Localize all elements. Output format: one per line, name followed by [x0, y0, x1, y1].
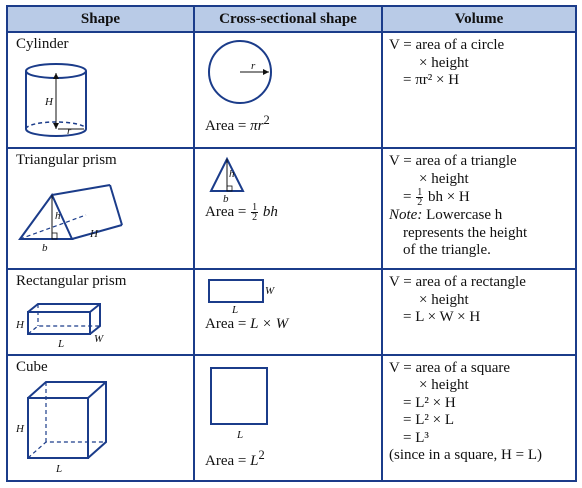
header-shape: Shape — [7, 6, 194, 32]
header-cross-section: Cross-sectional shape — [194, 6, 382, 32]
prism-H-label: H — [16, 319, 24, 332]
volume-line: = πr² × H — [403, 72, 460, 88]
volume-note: of the triangle. — [403, 242, 491, 259]
volume-line: × height — [419, 170, 469, 187]
area-formula: Area = L × W — [205, 316, 289, 333]
volume-line: V = area of a rectangle — [389, 274, 526, 291]
volume-cell — [382, 355, 576, 481]
cross-section-cell — [194, 355, 382, 481]
shape-name: Rectangular prism — [16, 273, 127, 290]
shape-name: Cylinder — [16, 36, 69, 52]
table-row — [7, 32, 576, 148]
volume-line: = L³ — [403, 429, 429, 446]
volume-cell — [382, 269, 576, 355]
shape-name: Cube — [16, 358, 48, 375]
tri-b-label: b — [42, 242, 48, 255]
volume-cell — [382, 32, 576, 148]
rectangle-icon — [207, 278, 287, 314]
volume-line: = $\frac{1}{2}$ bh × H — [403, 187, 470, 209]
volume-note: represents the height — [403, 224, 528, 241]
table-row — [7, 269, 576, 355]
radius-label: r — [251, 60, 256, 72]
volume-note: (since in a square, H = L) — [389, 447, 542, 464]
table-row — [7, 355, 576, 481]
tri-h-label: h — [229, 168, 235, 181]
volume-line: V = area of a triangle — [389, 153, 517, 170]
cube-icon — [12, 376, 122, 476]
shape-name: Triangular prism — [16, 152, 117, 169]
volume-line: = L² × H — [403, 394, 456, 411]
volume-note: Note: Lowercase h — [389, 207, 503, 224]
triangular-prism-icon — [14, 175, 124, 255]
tri-b-label: b — [223, 193, 229, 204]
table-row — [7, 148, 576, 269]
volume-line: × height — [419, 291, 469, 308]
cube-L-label: L — [56, 462, 63, 475]
shape-cell — [7, 355, 194, 481]
volume-line: × height — [419, 54, 469, 71]
tri-H-label: H — [90, 228, 98, 241]
shape-cell — [7, 32, 194, 148]
volume-line: × height — [419, 377, 469, 394]
radius-label: r — [67, 125, 72, 137]
cross-section-cell — [194, 32, 382, 148]
volume-line: V = area of a square — [389, 359, 511, 376]
tri-h-label: h — [55, 210, 61, 223]
cross-section-cell — [194, 269, 382, 355]
volume-line: = L² × L — [403, 412, 454, 429]
cross-section-cell — [194, 148, 382, 269]
rect-L-label: L — [232, 304, 239, 315]
header-volume: Volume — [382, 6, 576, 32]
header-row — [7, 6, 576, 32]
square-icon — [207, 364, 287, 444]
rect-W-label: W — [265, 285, 275, 298]
circle-icon — [207, 39, 277, 109]
shape-cell — [7, 269, 194, 355]
volume-table — [6, 5, 577, 482]
rectangular-prism-icon — [14, 292, 114, 350]
cylinder-icon — [18, 57, 98, 145]
volume-cell — [382, 148, 576, 269]
prism-L-label: L — [58, 338, 65, 351]
volume-line: V = area of a circle — [389, 37, 505, 53]
area-formula: Area = $\pi r^2$ — [205, 113, 270, 134]
area-formula: Area = $\frac{1}{2}$ bh — [205, 202, 278, 224]
area-formula: Area = $L^2$ — [205, 447, 265, 469]
volume-line: = L × W × H — [403, 309, 481, 326]
square-L-label: L — [237, 428, 244, 441]
cube-H-label: H — [16, 422, 24, 435]
prism-W-label: W — [94, 333, 104, 346]
shape-cell — [7, 148, 194, 269]
height-label: H — [45, 96, 53, 108]
triangle-icon — [207, 155, 257, 203]
